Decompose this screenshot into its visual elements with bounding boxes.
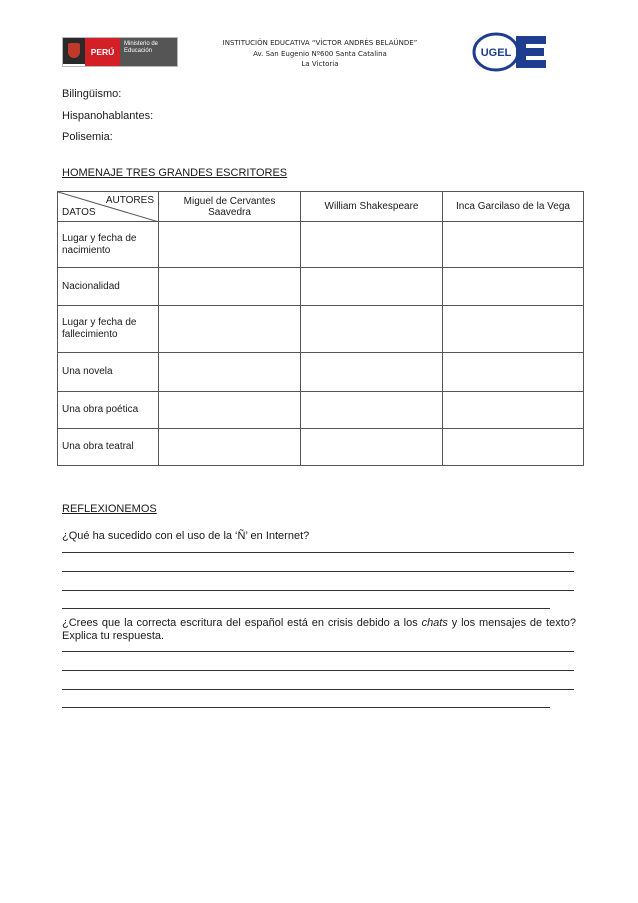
- table-row: [58, 306, 584, 353]
- answer-cell[interactable]: [301, 222, 443, 268]
- answer-cell[interactable]: [159, 268, 301, 306]
- table-row: [58, 268, 584, 306]
- table-row: [58, 429, 584, 466]
- answer-cell[interactable]: [159, 306, 301, 353]
- author-header-garcilaso: Inca Garcilaso de la Vega: [443, 192, 584, 222]
- row-label-birth: Lugar y fecha de nacimiento: [58, 222, 159, 268]
- institution-district: La Victoria: [301, 60, 339, 68]
- field-bilinguismo: Bilingüismo:: [62, 88, 122, 100]
- answer-line[interactable]: [62, 670, 574, 671]
- corner-autores: AUTORES: [105, 195, 154, 206]
- answer-cell[interactable]: [159, 429, 301, 466]
- coat-of-arms-icon: [63, 38, 85, 64]
- corner-datos: DATOS: [62, 207, 96, 218]
- writers-table: [57, 191, 584, 466]
- answer-line[interactable]: [62, 608, 550, 609]
- institution-info: [190, 38, 450, 70]
- answer-cell[interactable]: [159, 353, 301, 392]
- tribute-title: HOMENAJE TRES GRANDES ESCRITORES: [62, 167, 288, 179]
- row-label-poetic-work: Una obra poética: [58, 392, 159, 429]
- answer-line[interactable]: [62, 571, 574, 572]
- answer-cell[interactable]: [301, 429, 443, 466]
- answer-cell[interactable]: [159, 222, 301, 268]
- ugel-logo-text: UGEL: [480, 47, 512, 59]
- table-row: [58, 222, 584, 268]
- ugel-logo: [472, 32, 548, 72]
- answer-cell[interactable]: [159, 392, 301, 429]
- field-hispanohablantes: Hispanohablantes:: [62, 110, 154, 122]
- answer-line[interactable]: [62, 689, 574, 690]
- question-2: [62, 617, 576, 642]
- question-2-emphasis: chats: [421, 617, 448, 629]
- answer-cell[interactable]: [443, 222, 584, 268]
- corner-cell: [58, 192, 159, 222]
- author-header-cervantes: Miguel de Cervantes Saavedra: [159, 192, 301, 222]
- answer-cell[interactable]: [443, 306, 584, 353]
- answer-line[interactable]: [62, 651, 574, 652]
- row-label-play: Una obra teatral: [58, 429, 159, 466]
- answer-cell[interactable]: [301, 353, 443, 392]
- answer-cell[interactable]: [301, 268, 443, 306]
- table-row: [58, 392, 584, 429]
- table-row: [58, 353, 584, 392]
- field-polisemia: Polisemia:: [62, 131, 113, 143]
- question-1: ¿Qué ha sucedido con el uso de la ‘Ñ’ en Internet?: [62, 530, 310, 542]
- answer-cell[interactable]: [443, 429, 584, 466]
- answer-line[interactable]: [62, 707, 550, 708]
- document-header: [0, 0, 638, 80]
- question-2-text-a: ¿Crees que la correcta escritura del español está en crisis debido a los: [62, 617, 422, 629]
- institution-address: Av. San Eugenio Nº600 Santa Catalina: [253, 49, 387, 58]
- answer-cell[interactable]: [301, 306, 443, 353]
- answer-cell[interactable]: [301, 392, 443, 429]
- row-label-nationality: Nacionalidad: [58, 268, 159, 306]
- answer-line[interactable]: [62, 590, 574, 591]
- row-label-novel: Una novela: [58, 353, 159, 392]
- answer-cell[interactable]: [443, 353, 584, 392]
- answer-line[interactable]: [62, 552, 574, 553]
- institution-name: INSTITUCIÓN EDUCATIVA “VÍCTOR ANDRÉS BELAÚNDE”: [222, 39, 418, 47]
- ministry-logo: [62, 37, 178, 67]
- table-header-row: [58, 192, 584, 222]
- answer-cell[interactable]: [443, 392, 584, 429]
- row-label-death: Lugar y fecha de fallecimiento: [58, 306, 159, 353]
- ministry-label: Ministerio de Educación: [120, 38, 177, 66]
- reflection-title: REFLEXIONEMOS: [62, 503, 157, 515]
- author-header-shakespeare: William Shakespeare: [301, 192, 443, 222]
- answer-cell[interactable]: [443, 268, 584, 306]
- question-2-text-b: y los mensajes de texto? Explica tu respuesta.: [62, 617, 576, 642]
- peru-label: PERÚ: [85, 38, 120, 66]
